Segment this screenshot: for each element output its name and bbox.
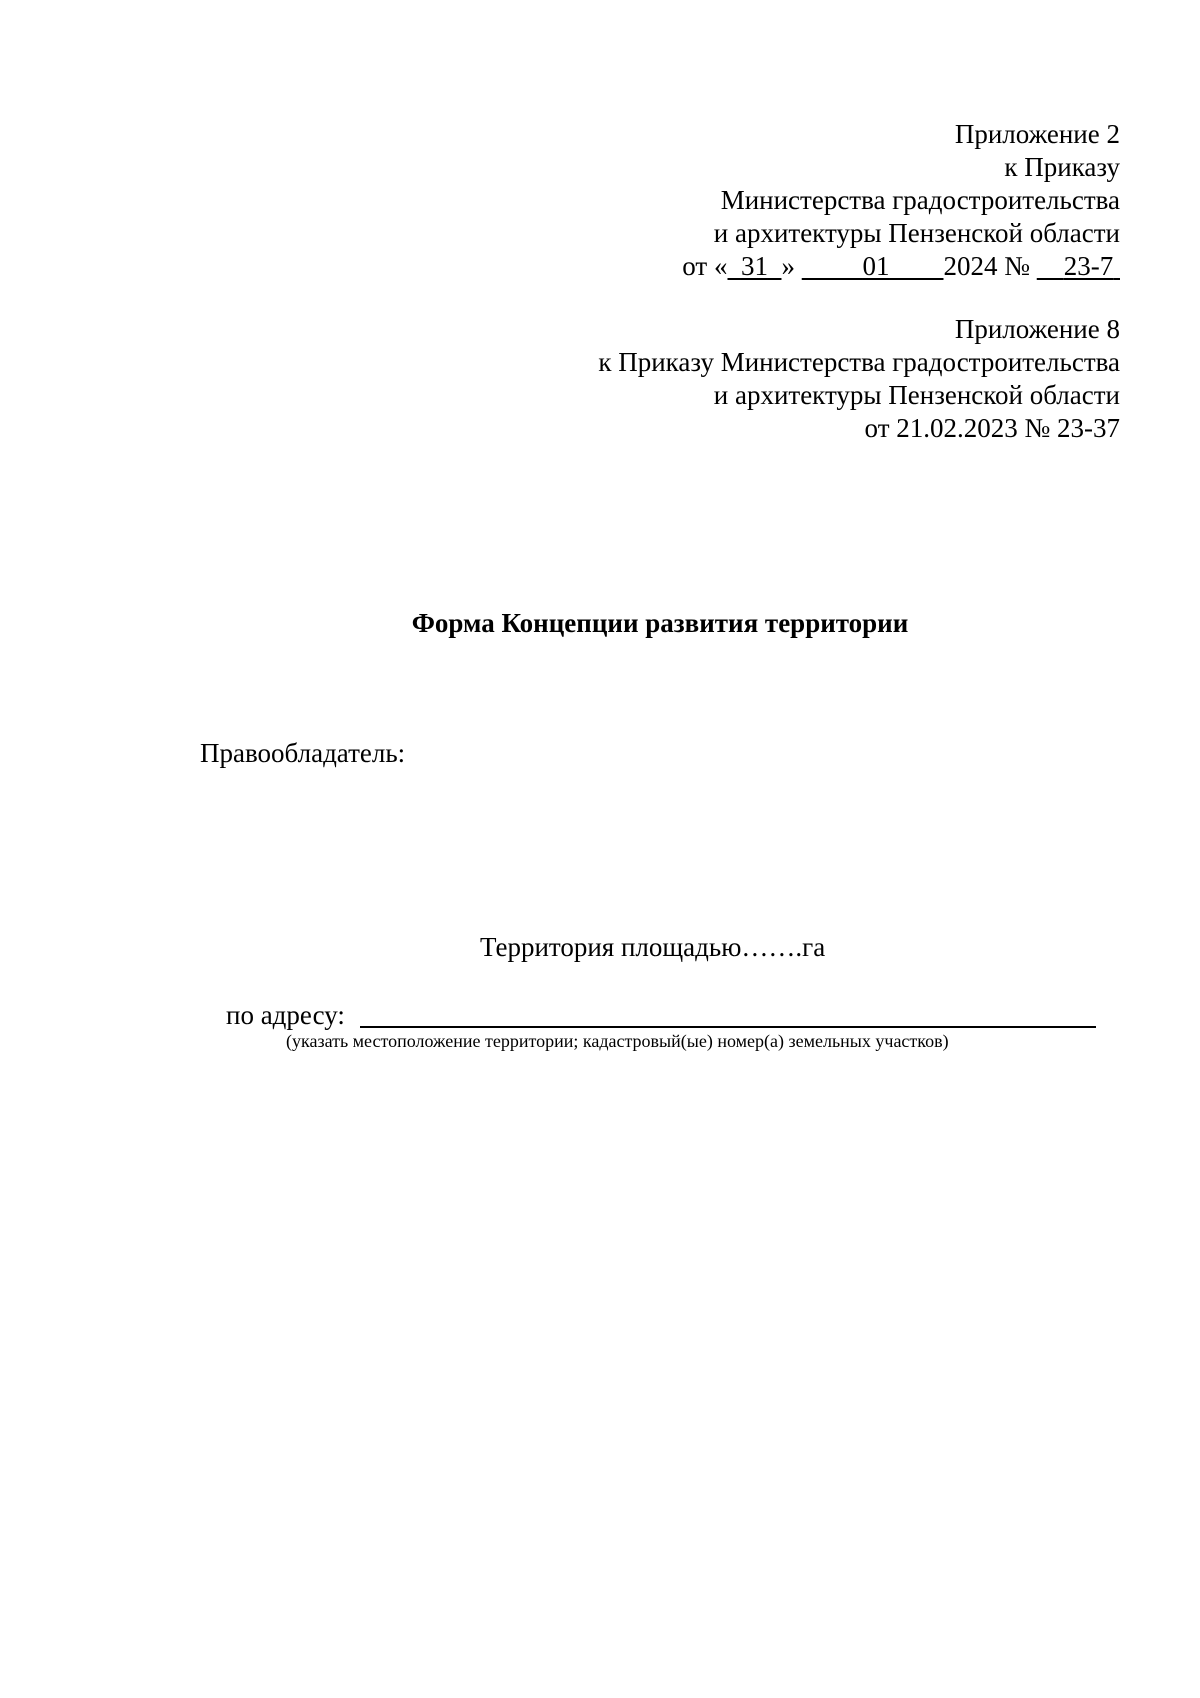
appendix-8-date-number: от 21.02.2023 № 23-37 [864, 413, 1120, 443]
document-title: Форма Концепции развития территории [411, 608, 909, 638]
date-prefix: от « [682, 251, 728, 281]
appendix-2-date-line [682, 250, 1120, 283]
date-year-number-sign: 2024 № [943, 251, 1030, 281]
appendix-2-header [682, 118, 1120, 283]
date-month: 01 [862, 251, 890, 281]
address-field[interactable] [360, 1026, 1096, 1028]
date-day: 31 [740, 251, 768, 281]
appendix-8-ministry-region: и архитектуры Пензенской области [713, 380, 1120, 410]
appendix-2-title: Приложение 2 [954, 119, 1120, 149]
territory-area-line: Территория площадью…….га [480, 932, 826, 962]
rights-holder-label: Правообладатель: [200, 738, 406, 768]
date-day-close: » [781, 251, 795, 281]
appendix-2-order-ref: к Приказу [1004, 152, 1120, 182]
appendix-2-ministry-region: и архитектуры Пензенской области [713, 218, 1120, 248]
appendix-8-header [598, 313, 1120, 445]
address-label: по адресу: [226, 1000, 345, 1030]
address-hint: (указать местоположение территории; кадастровый(ые) номер(а) земельных участков) [286, 1031, 949, 1051]
appendix-8-title: Приложение 8 [954, 314, 1120, 344]
appendix-8-order-ref: к Приказу Министерства градостроительства [598, 347, 1120, 377]
appendix-2-ministry: Министерства градостроительства [720, 185, 1120, 215]
order-number: 23-7 [1063, 251, 1114, 281]
